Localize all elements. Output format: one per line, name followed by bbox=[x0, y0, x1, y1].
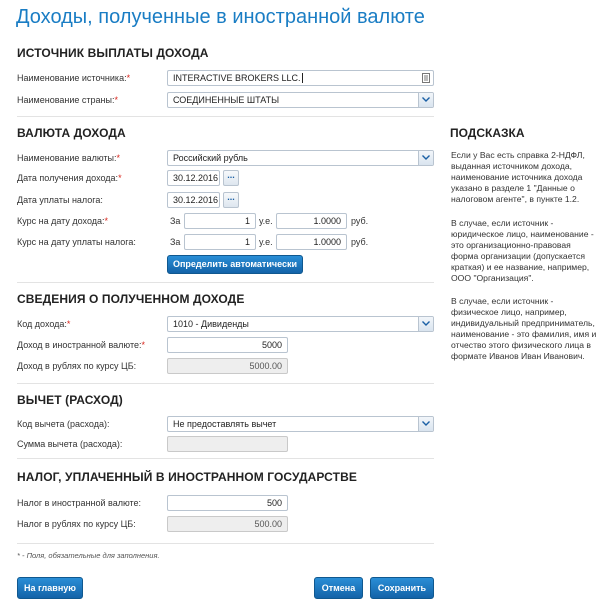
chevron-down-icon[interactable] bbox=[418, 417, 433, 431]
section-title-deduction: ВЫЧЕТ (РАСХОД) bbox=[17, 393, 123, 407]
currency-value: Российский рубль bbox=[173, 153, 248, 163]
source-country-select[interactable] bbox=[167, 92, 434, 108]
source-name-value: INTERACTIVE BROKERS LLC. bbox=[173, 73, 301, 83]
income-date-input[interactable]: 30.12.2016 bbox=[167, 170, 220, 186]
rate-tax-value-input[interactable]: 1.0000 bbox=[276, 234, 347, 250]
cancel-button[interactable]: Отмена bbox=[314, 577, 363, 599]
save-button[interactable]: Сохранить bbox=[370, 577, 434, 599]
deduction-code-value: Не предоставлять вычет bbox=[173, 419, 277, 429]
hint-paragraph-2: В случае, если источник - юридическое лицо, наименование - это организационно-правовая форма организации (допускается краткая) и ее название, например, ООО "Организация". bbox=[451, 218, 594, 283]
currency-label: Наименование валюты:* bbox=[17, 153, 120, 163]
income-date-picker-button[interactable]: ... bbox=[223, 170, 239, 186]
deduction-sum-field bbox=[167, 436, 288, 452]
directory-book-icon[interactable] bbox=[422, 73, 430, 85]
auto-rate-button[interactable]: Определить автоматически bbox=[167, 255, 303, 274]
income-rub-label: Доход в рублях по курсу ЦБ: bbox=[17, 361, 137, 371]
divider bbox=[17, 543, 434, 544]
income-date-label: Дата получения дохода:* bbox=[17, 173, 122, 183]
divider bbox=[17, 282, 434, 283]
chevron-down-icon[interactable] bbox=[418, 93, 433, 107]
rate-income-value-input[interactable]: 1.0000 bbox=[276, 213, 347, 229]
divider bbox=[17, 383, 434, 384]
section-title-source: ИСТОЧНИК ВЫПЛАТЫ ДОХОДА bbox=[17, 46, 209, 60]
tax-foreign-label: Налог в иностранной валюте: bbox=[17, 498, 142, 508]
tax-foreign-input[interactable]: 500 bbox=[167, 495, 288, 511]
deduction-code-label: Код вычета (расхода): bbox=[17, 419, 110, 429]
chevron-down-icon[interactable] bbox=[418, 151, 433, 165]
divider bbox=[17, 116, 434, 117]
section-title-tax: НАЛОГ, УПЛАЧЕННЫЙ В ИНОСТРАННОМ ГОСУДАРСТВЕ bbox=[17, 470, 357, 484]
chevron-down-icon[interactable] bbox=[418, 317, 433, 331]
page-title: Доходы, полученные в иностранной валюте bbox=[16, 6, 425, 28]
deduction-sum-label: Сумма вычета (расхода): bbox=[17, 439, 123, 449]
hint-paragraph-3: В случае, если источник - физическое лицо, например, индивидуальный предприниматель, наименование - это фамилия, имя и отчество этого физического лица в формате Иванов Иван Иванович. bbox=[451, 296, 597, 361]
income-code-select[interactable] bbox=[167, 316, 434, 332]
tax-rub-label: Налог в рублях по курсу ЦБ: bbox=[17, 519, 136, 529]
deduction-code-select[interactable] bbox=[167, 416, 434, 432]
rate-tax-unit-label: у.е. bbox=[259, 237, 273, 247]
income-code-value: 1010 - Дивиденды bbox=[173, 319, 249, 329]
rate-income-for-label: За bbox=[170, 216, 181, 226]
source-name-label: Наименование источника:* bbox=[17, 73, 131, 83]
source-country-value: СОЕДИНЕННЫЕ ШТАТЫ bbox=[173, 95, 280, 105]
section-title-income: СВЕДЕНИЯ О ПОЛУЧЕННОМ ДОХОДЕ bbox=[17, 292, 245, 306]
hint-title: ПОДСКАЗКА bbox=[450, 126, 525, 140]
currency-select[interactable] bbox=[167, 150, 434, 166]
rate-tax-label: Курс на дату уплаты налога: bbox=[17, 237, 136, 247]
tax-date-input[interactable]: 30.12.2016 bbox=[167, 192, 220, 208]
income-rub-field: 5000.00 bbox=[167, 358, 288, 374]
tax-rub-field: 500.00 bbox=[167, 516, 288, 532]
home-button[interactable]: На главную bbox=[17, 577, 83, 599]
rate-income-units-input[interactable]: 1 bbox=[184, 213, 256, 229]
rate-income-label: Курс на дату дохода:* bbox=[17, 216, 109, 226]
rate-tax-units-input[interactable]: 1 bbox=[184, 234, 256, 250]
rate-income-unit-label: у.е. bbox=[259, 216, 273, 226]
rate-income-rub-label: руб. bbox=[351, 216, 369, 226]
income-foreign-label: Доход в иностранной валюте:* bbox=[17, 340, 145, 350]
rate-tax-rub-label: руб. bbox=[351, 237, 369, 247]
source-name-input[interactable] bbox=[167, 70, 434, 86]
required-fields-note: * - Поля, обязательные для заполнения. bbox=[17, 551, 160, 560]
section-title-currency: ВАЛЮТА ДОХОДА bbox=[17, 126, 126, 140]
divider bbox=[17, 458, 434, 459]
tax-date-picker-button[interactable]: ... bbox=[223, 192, 239, 208]
hint-paragraph-1: Если у Вас есть справка 2-НДФЛ, выданная источником дохода, наименование источника дохода указано в разделе 1 "Данные о налоговом агенте", в пункте 1.2. bbox=[451, 150, 585, 204]
tax-date-label: Дата уплаты налога: bbox=[17, 195, 103, 205]
rate-tax-for-label: За bbox=[170, 237, 181, 247]
income-code-label: Код дохода:* bbox=[17, 319, 71, 329]
income-foreign-input[interactable]: 5000 bbox=[167, 337, 288, 353]
source-country-label: Наименование страны:* bbox=[17, 95, 118, 105]
